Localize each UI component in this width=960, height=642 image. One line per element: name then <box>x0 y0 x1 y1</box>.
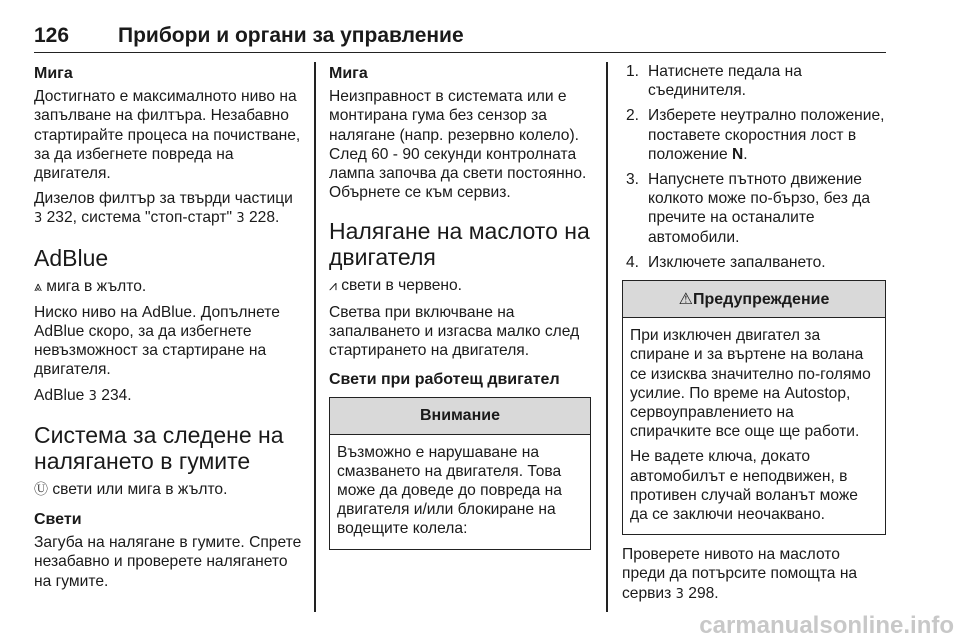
column-divider <box>606 62 608 612</box>
tire-pressure-icon: Ⓤ <box>34 481 48 498</box>
page-number: 126 <box>34 24 70 47</box>
status-line <box>329 276 591 296</box>
status-line <box>34 277 304 297</box>
paragraph <box>622 545 886 604</box>
oil-pressure-icon: ⩘ <box>329 278 337 295</box>
section-title: Налягане на маслото на двигателя <box>329 218 590 271</box>
list-item <box>622 62 886 100</box>
section-title: Система за следене на налягането в гумите <box>34 421 284 474</box>
column-2 <box>329 62 591 560</box>
watermark: carmanualsonline.info <box>699 612 954 639</box>
notice-text: Възможно е нарушаване на смазването на двигателя. Това може да доведе до повреда на двигателя и/или блокиране на водещите колела: <box>337 443 562 538</box>
step-text-tail: . <box>743 145 748 163</box>
column-1 <box>34 62 304 597</box>
warning-text: При изключен двигател за спиране и за въртене на волана се изисква значително по-голямо усилие. По време на Autostop, сервоуправлението на спирачките все още ще работи. <box>630 327 871 441</box>
paragraph: Светва при включване на запалването и изгасва малко след стартирането на двигателя. <box>329 303 580 360</box>
step-number: 4. <box>626 253 640 271</box>
reference-arrow-icon: 3 <box>88 388 97 404</box>
step-text: Напуснете пътното движение колкото може по-бързо, без да пречите на останалите автомобили. <box>648 171 870 246</box>
list-item <box>622 170 886 247</box>
step-text: Изберете неутрално положение, поставете скоростния лост в положение <box>648 107 885 163</box>
gear-position: N <box>732 145 744 163</box>
section-heading: Свети <box>34 511 82 529</box>
step-number: 1. <box>626 63 640 80</box>
paragraph <box>34 189 304 228</box>
notice-title: Внимание <box>330 398 590 434</box>
notice-box <box>329 397 591 549</box>
status-text: мига в жълто. <box>46 277 147 295</box>
page-reference[interactable]: 298. <box>688 584 719 602</box>
warning-title: Предупреждение <box>693 291 830 309</box>
list-item <box>622 106 886 164</box>
section-heading: Мига <box>34 65 73 82</box>
status-line <box>34 480 304 500</box>
page-header <box>34 18 886 53</box>
reference-arrow-icon: 3 <box>675 586 684 602</box>
page-reference[interactable]: 234. <box>101 386 132 404</box>
warning-icon: ⚠ <box>678 289 693 309</box>
page-title: Прибори и органи за управление <box>118 24 464 47</box>
list-item <box>622 253 886 272</box>
reference-arrow-icon: 3 <box>236 211 245 227</box>
step-number: 3. <box>626 171 640 189</box>
column-3 <box>622 62 886 610</box>
paragraph-text: Проверете нивото на маслото преди да потърсите помощта на сервиз <box>622 546 858 602</box>
steps-list <box>622 62 886 272</box>
status-text: свети или мига в жълто. <box>52 480 228 498</box>
step-text: Изключете запалването. <box>648 253 826 271</box>
step-number: 2. <box>626 107 640 125</box>
section-heading: Мига <box>329 65 368 82</box>
step-text: Натиснете педала на съединителя. <box>648 63 802 100</box>
reference-arrow-icon: 3 <box>34 211 43 227</box>
column-divider <box>314 62 316 612</box>
paragraph <box>34 386 304 406</box>
paragraph-text: Дизелов филтър за твърди частици <box>34 190 293 208</box>
paragraph: Ниско ниво на AdBlue. Допълнете AdBlue скоро, за да избегнете невъзможност за стартиране на двигателя. <box>34 303 280 379</box>
section-heading: Свети при работещ двигател <box>329 371 560 389</box>
page-reference[interactable]: 228. <box>249 209 280 227</box>
warning-header <box>623 281 885 318</box>
page-reference[interactable]: 232, система "стоп-старт" <box>46 209 233 227</box>
paragraph: Загуба на налягане в гумите. Спрете незабавно и проверете налягането на гумите. <box>34 534 302 590</box>
section-title: AdBlue <box>34 244 109 271</box>
status-text: свети в червено. <box>341 277 462 295</box>
paragraph-text: AdBlue <box>34 386 85 404</box>
paragraph: Неизправност в системата или е монтирана гума без сензор за налягане (напр. резервно колело). След 60 - 90 секунди контролната лампа започва да свети постоянно. Обърнете се към сервиз. <box>329 88 587 202</box>
paragraph: Достигнато е максималното ниво на запълване на филтъра. Незабавно стартирайте процеса на почистване, за да избегнете повреда на двигателя. <box>34 88 301 183</box>
warning-box <box>622 280 886 535</box>
warning-text: Не вадете ключа, докато автомобилът е неподвижен, в противен случай воланът може да се заключи неочаквано. <box>630 448 858 524</box>
adblue-icon: ⩓ <box>34 278 42 295</box>
